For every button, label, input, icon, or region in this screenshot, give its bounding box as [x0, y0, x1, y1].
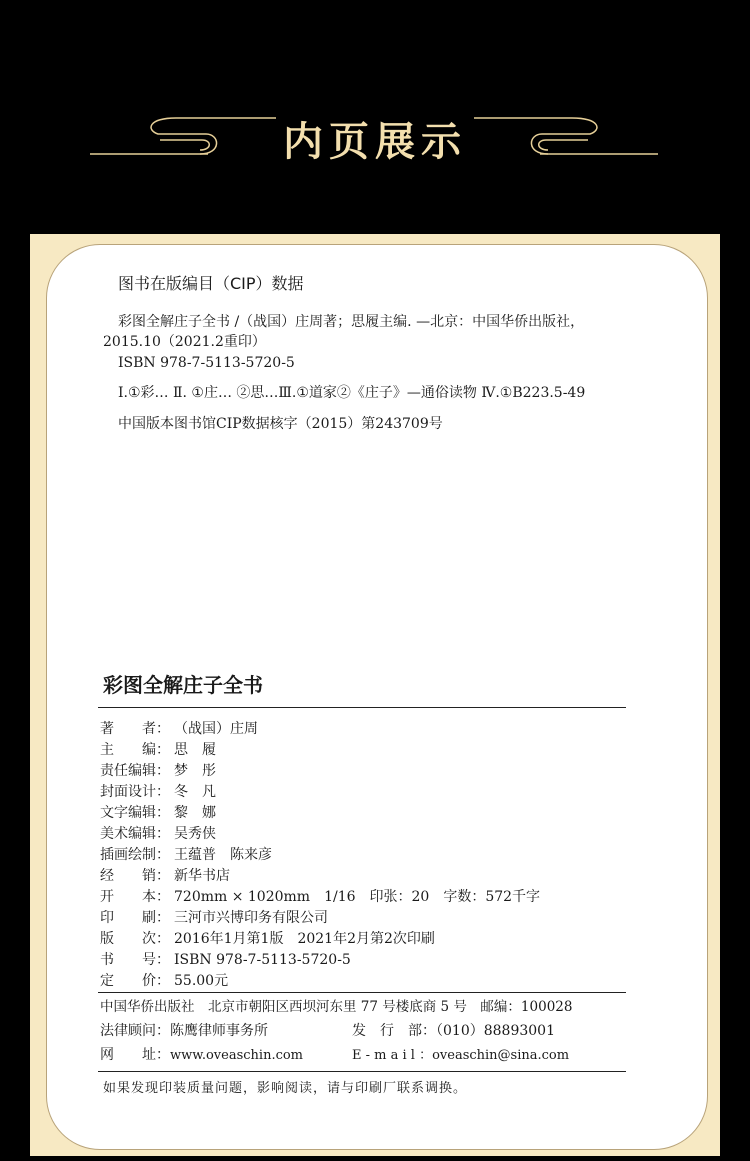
- meta-label: 版 次：: [100, 931, 170, 947]
- website: [100, 1046, 303, 1065]
- meta-value: 梦 彤: [174, 763, 216, 779]
- meta-row: [100, 949, 351, 969]
- legal-advisor: [100, 1022, 268, 1040]
- divider: [98, 707, 626, 708]
- meta-value: （战国）庄周: [174, 721, 258, 737]
- meta-row: [100, 970, 228, 990]
- meta-label: 书 号：: [100, 952, 170, 968]
- divider: [98, 992, 626, 993]
- divider: [98, 1071, 626, 1072]
- header: [0, 0, 750, 230]
- publisher-address: 中国华侨出版社 北京市朝阳区西坝河东里 77 号楼底商 5 号 邮编：100028: [100, 999, 573, 1015]
- legal-label: 法律顾问：: [100, 1023, 170, 1039]
- meta-row: [100, 928, 435, 948]
- meta-label: 封面设计：: [100, 784, 170, 800]
- right-ornament-icon: [472, 110, 662, 160]
- meta-row: [100, 907, 328, 927]
- dept-value: （010）88893001: [436, 1023, 555, 1039]
- meta-label: 印 刷：: [100, 910, 170, 926]
- meta-row: [100, 739, 216, 759]
- meta-row: [100, 781, 216, 801]
- meta-label: 插画绘制：: [100, 847, 170, 863]
- web-label: 网 址：: [100, 1047, 170, 1063]
- meta-row: [100, 844, 272, 864]
- email-label: E - m a i l ：: [352, 1048, 433, 1063]
- meta-value: 2016年1月第1版 2021年2月第2次印刷: [174, 931, 435, 947]
- meta-row: [100, 865, 230, 885]
- meta-label: 责任编辑：: [100, 763, 170, 779]
- meta-value: 720mm × 1020mm 1/16 印张：20 字数：572千字: [174, 889, 541, 905]
- meta-value: 王蕴普 陈来彦: [174, 847, 272, 863]
- cip-line-2: 2015.10（2021.2重印）: [103, 334, 266, 350]
- meta-value: 黎 娜: [174, 805, 216, 821]
- email-value: oveaschin@sina.com: [432, 1048, 570, 1063]
- meta-row: [100, 802, 216, 822]
- meta-value: 思 履: [174, 742, 216, 758]
- cip-line-1: 彩图全解庄子全书 /（战国）庄周著；思履主编. —北京：中国华侨出版社，: [118, 314, 585, 330]
- meta-label: 美术编辑：: [100, 826, 170, 842]
- meta-label: 著 者：: [100, 721, 170, 737]
- meta-label: 文字编辑：: [100, 805, 170, 821]
- meta-value: 三河市兴博印务有限公司: [174, 910, 328, 926]
- page-title: 内页展示: [283, 118, 467, 165]
- meta-value: 新华书店: [174, 868, 230, 884]
- meta-row: [100, 886, 540, 906]
- meta-value: 55.00元: [174, 973, 229, 989]
- meta-label: 定 价：: [100, 973, 170, 989]
- cip-line-4: Ⅰ.①彩… Ⅱ. ①庄… ②思…Ⅲ.①道家②《庄子》—通俗读物 Ⅳ.①B223.5-49: [118, 385, 586, 401]
- email: [352, 1046, 569, 1065]
- book-title: 彩图全解庄子全书: [103, 673, 263, 697]
- meta-label: 经 销：: [100, 868, 170, 884]
- meta-value: 冬 凡: [174, 784, 216, 800]
- cip-title: 图书在版编目（CIP）数据: [118, 274, 304, 293]
- dept-label: 发 行 部：: [352, 1023, 436, 1039]
- meta-row: [100, 718, 258, 738]
- quality-note: 如果发现印装质量问题，影响阅读，请与印刷厂联系调换。: [103, 1081, 468, 1096]
- legal-value: 陈鹰律师事务所: [170, 1023, 268, 1039]
- cip-line-5: 中国版本图书馆CIP数据核字（2015）第243709号: [118, 416, 443, 432]
- meta-label: 开 本：: [100, 889, 170, 905]
- cip-line-3: ISBN 978-7-5113-5720-5: [118, 355, 295, 371]
- meta-value: 吴秀侠: [174, 826, 216, 842]
- web-value: www.oveaschin.com: [170, 1048, 304, 1063]
- meta-row: [100, 760, 216, 780]
- meta-value: ISBN 978-7-5113-5720-5: [174, 952, 351, 968]
- meta-row: [100, 823, 216, 843]
- distribution-dept: [352, 1022, 555, 1040]
- meta-label: 主 编：: [100, 742, 170, 758]
